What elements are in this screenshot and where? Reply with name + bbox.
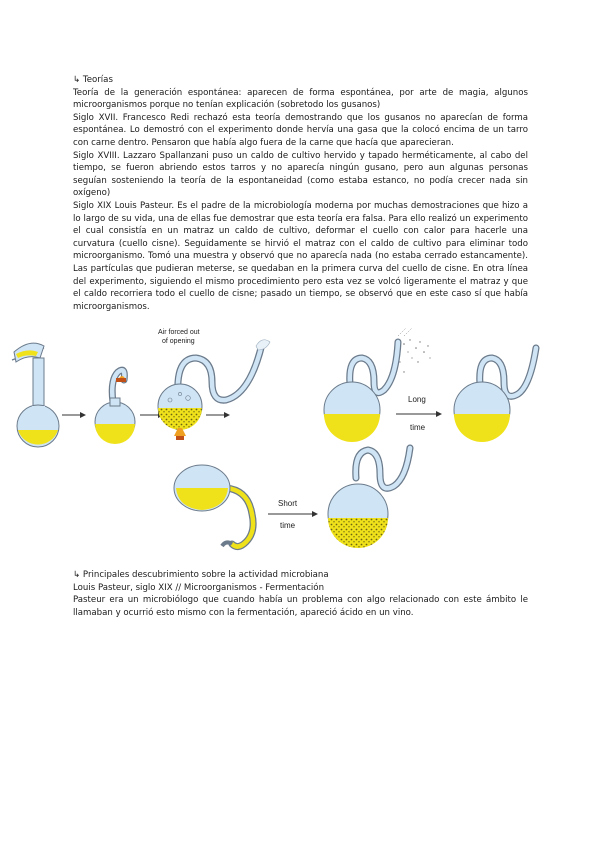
paragraph-pasteur: Siglo XIX Louis Pasteur. Es el padre de la microbiología moderna por muchas demostraciones que hizo a lo largo de su vida, una de ellas fue demostrar que esta teoría era falsa. Para ello realizó un experimento el cual consistía en un matraz un caldo de cultivo, deformar el cuello con calor para hacerle una curvatura (cuello cisne). Seguidamente se hirvió el matraz con el caldo de cultivo para eliminar todo microorganismo. Tomó una muestra y observó que no aparecía nada (no estaba cerrado estancamente). Las partículas que pudieran meterse, se quedaban en la primera curva del cuello de cisne. En otra línea del experimento, siguiendo el mismo procedimiento pero esta vez se volcó ligeramente el matraz y que el caldo recorriera todo el cuello de cisne; pasado un tiempo, se observó que en este caso sí que había microorganismos. [73, 200, 528, 312]
flask-after-long-time [454, 348, 536, 442]
paragraph-fermentation: Pasteur era un microbiólogo que cuando había un problema con algo relacionado con este ámbito le llamaban y ocurrió esto mismo con la fermentación, apareció ácido en un vino. [73, 595, 528, 618]
flask-pouring [12, 343, 59, 447]
label-long: Long [408, 395, 426, 404]
label-short: Short [278, 499, 298, 508]
label-short-time: time [280, 521, 296, 530]
paragraph-redi: Siglo XVII. Francesco Redi rechazó esta teoría demostrando que los gusanos no aparecían de forma espontánea. Lo demostró con el experimento donde hervía una gasa que la colocó encima de un tarro con carne dentro. Pensaron que había algo fuera de la carne que hacía que aparecieran. [73, 112, 528, 148]
flask-tilted [174, 465, 253, 547]
label-of-opening: of opening [162, 338, 195, 345]
swan-neck-flask-diagram [0, 318, 600, 558]
subheading-pasteur-fermentation: Louis Pasteur, siglo XIX // Microorganismos - Fermentación [73, 582, 325, 593]
flask-boiling [158, 329, 270, 440]
paragraph-spontaneous-generation: Teoría de la generación espontánea: aparecen de forma espontánea, por arte de magia, algunos microorganismos porque no tenían explicación (sobretodo los gusanos) [73, 87, 528, 111]
flask-after-short-time [328, 448, 410, 548]
pasteur-experiment-figure [0, 318, 600, 558]
label-long-time: time [410, 423, 426, 432]
flask-neck-heating [95, 370, 135, 444]
section-heading-discoveries: ↳ Principales descubrimiento sobre la actividad microbiana [73, 570, 329, 580]
section-heading-theories: ↳ Teorías [73, 75, 113, 85]
microbial-activity-section [73, 569, 528, 619]
theories-section [73, 74, 528, 313]
label-air-forced-out: Air forced out [158, 329, 200, 336]
paragraph-spallanzani: Siglo XVIII. Lazzaro Spallanzani puso un caldo de cultivo hervido y tapado herméticamente, al cabo del tiempo, se fueron abriendo estos tarros y no aparecía ningún gusano, pero aun algunas personas seguían sosteniendo la teoría de la espontaneidad (como estaba estanco, no podía crecer nada sin oxígeno) [73, 150, 528, 199]
